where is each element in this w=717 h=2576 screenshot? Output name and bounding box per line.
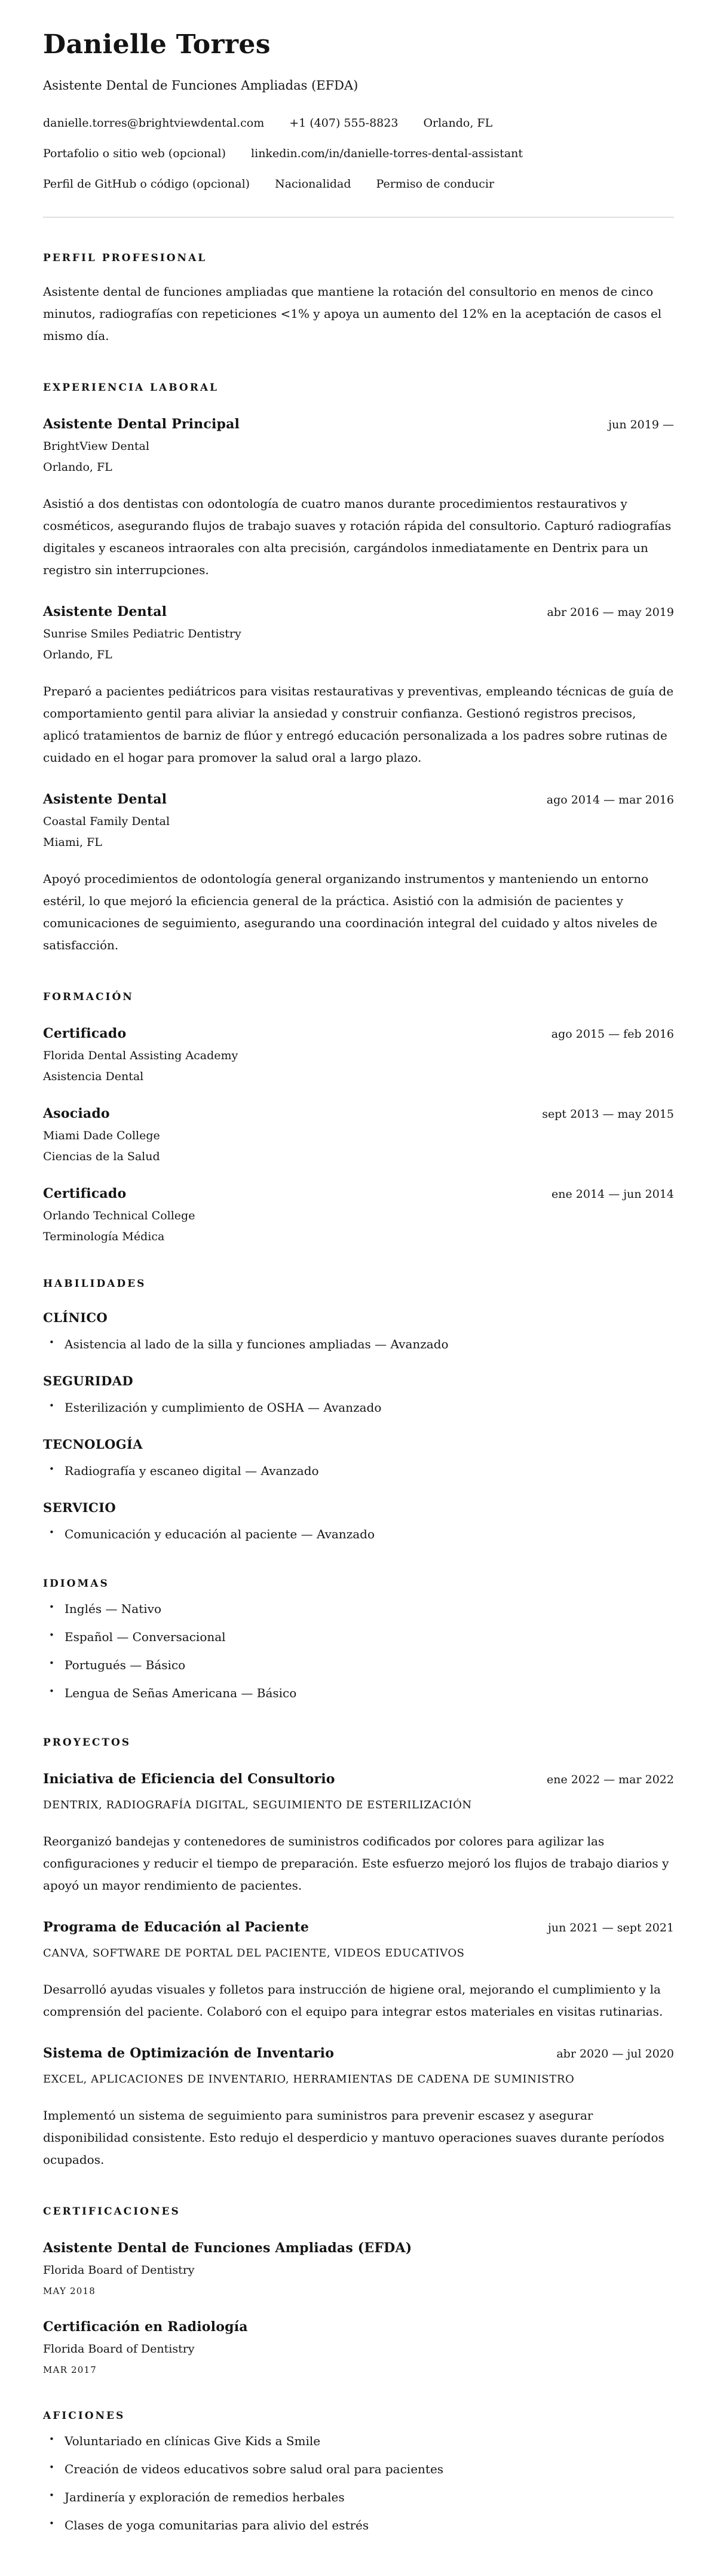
skill-group-title: SEGURIDAD	[43, 1373, 134, 1388]
hobby-list	[43, 2432, 674, 2534]
cert-title: Asistente Dental de Funciones Ampliadas (EFDA)	[43, 2240, 412, 2256]
job-entry	[43, 604, 674, 769]
education-entry-header	[43, 1026, 674, 1041]
language-item: • Portugués — Básico	[43, 1656, 674, 1674]
license-placeholder-text: Permiso de conducir	[376, 177, 495, 191]
profile-heading: PERFIL PROFESIONAL	[43, 252, 207, 264]
hobby-item: • Voluntariado en clínicas Give Kids a Smile	[43, 2432, 674, 2450]
cert-date: MAR 2017	[43, 2364, 97, 2375]
project-entry	[43, 1919, 674, 2023]
project-description: Reorganizó bandejas y contenedores de suministros codificados por colores para agilizar las configuraciones y reducir el tiempo de preparación. Este esfuerzo mejoró los flujos de trabajo diarios y apoyó un mayor rendimiento de pacientes.	[43, 1833, 669, 1893]
section-hobbies	[43, 2410, 674, 2534]
job-dates: ago 2014 — mar 2016	[546, 793, 674, 806]
degree-title: Certificado	[43, 1185, 127, 1201]
cert-issuer: Florida Board of Dentistry	[43, 2342, 195, 2356]
job-location: Miami, FL	[43, 835, 102, 849]
hobby-item: • Creación de videos educativos sobre salud oral para pacientes	[43, 2460, 674, 2478]
job-dates: abr 2016 — may 2019	[547, 605, 674, 619]
education-entry-header	[43, 1106, 674, 1121]
job-entry-header	[43, 604, 674, 620]
contact-row-primary	[43, 116, 674, 130]
section-certifications	[43, 2206, 674, 2375]
projects-heading: PROYECTOS	[43, 1736, 131, 1749]
school-name: Florida Dental Assisting Academy	[43, 1048, 238, 1062]
resume-header	[43, 30, 674, 217]
job-entry-header	[43, 792, 674, 807]
skill-item: • Asistencia al lado de la silla y funciones ampliadas — Avanzado	[43, 1335, 674, 1353]
education-entry	[43, 1186, 674, 1243]
project-dates: abr 2020 — jul 2020	[556, 2047, 674, 2060]
location-text: Orlando, FL	[423, 116, 493, 130]
section-projects	[43, 1737, 674, 2171]
job-title: Asistente Dental	[43, 603, 167, 620]
education-entry	[43, 1026, 674, 1083]
project-entry-header	[43, 2046, 674, 2061]
job-company: BrightView Dental	[43, 439, 149, 453]
education-entry	[43, 1106, 674, 1163]
hobbies-heading: AFICIONES	[43, 2409, 125, 2422]
skill-list	[43, 1525, 674, 1543]
project-entry-header	[43, 1919, 674, 1935]
hobby-item: • Clases de yoga comunitarias para alivio del estrés	[43, 2516, 674, 2534]
project-description: Desarrolló ayudas visuales y folletos para instrucción de higiene oral, mejorando el cumplimiento y la comprensión del paciente. Colaboró con el equipo para integrar estos materiales en visitas rutinarias.	[43, 1982, 663, 2019]
project-title: Sistema de Optimización de Inventario	[43, 2045, 335, 2061]
nationality-placeholder-text: Nacionalidad	[275, 177, 351, 191]
skill-list	[43, 1399, 674, 1416]
project-title: Programa de Educación al Paciente	[43, 1919, 310, 1935]
skill-group-title: TECNOLOGÍA	[43, 1436, 143, 1452]
certification-entry	[43, 2240, 674, 2296]
languages-heading: IDIOMAS	[43, 1577, 109, 1590]
school-name: Orlando Technical College	[43, 1209, 195, 1222]
language-item: • Español — Conversacional	[43, 1628, 674, 1646]
skill-list	[43, 1335, 674, 1353]
field-of-study: Terminología Médica	[43, 1229, 165, 1243]
cert-date: MAY 2018	[43, 2285, 96, 2296]
section-skills	[43, 1278, 674, 1543]
language-item: • Inglés — Nativo	[43, 1600, 674, 1618]
skill-group-title: CLÍNICO	[43, 1310, 108, 1325]
field-of-study: Asistencia Dental	[43, 1069, 144, 1083]
section-languages	[43, 1578, 674, 1702]
contact-row-extra	[43, 177, 674, 191]
job-title: Asistente Dental Principal	[43, 416, 240, 432]
job-company: Coastal Family Dental	[43, 814, 170, 828]
profile-summary: Asistente dental de funciones ampliadas que mantiene la rotación del consultorio en menos de cinco minutos, radiografías con repeticiones <1% y apoya un aumento del 12% en la aceptación de casos el mismo día.	[43, 284, 662, 343]
education-dates: ago 2015 — feb 2016	[551, 1027, 674, 1041]
job-description: Apoyó procedimientos de odontología general organizando instrumentos y manteniendo un entorno estéril, lo que mejoró la eficiencia general de la práctica. Asistió con la admisión de pacientes y comunicaciones de seguimiento, asegurando una coordinación integral del cuidado y altos niveles de satisfacción.	[43, 871, 658, 952]
project-dates: jun 2021 — sept 2021	[547, 1921, 674, 1934]
job-entry-header	[43, 416, 674, 432]
linkedin-text: linkedin.com/in/danielle-torres-dental-assistant	[251, 146, 523, 160]
section-experience	[43, 382, 674, 956]
education-dates: ene 2014 — jun 2014	[551, 1187, 674, 1201]
experience-heading: EXPERIENCIA LABORAL	[43, 381, 219, 394]
project-tools: CANVA, SOFTWARE DE PORTAL DEL PACIENTE, VIDEOS EDUCATIVOS	[43, 1946, 465, 1959]
skill-item: • Radiografía y escaneo digital — Avanzado	[43, 1462, 674, 1480]
degree-title: Certificado	[43, 1025, 127, 1041]
job-dates: jun 2019 —	[608, 418, 674, 431]
degree-title: Asociado	[43, 1105, 110, 1121]
job-title: Asistente Dental	[43, 791, 167, 807]
certification-entry	[43, 2319, 674, 2375]
project-dates: ene 2022 — mar 2022	[546, 1772, 674, 1786]
person-job-title: Asistente Dental de Funciones Ampliadas (EFDA)	[43, 78, 358, 93]
project-entry	[43, 2046, 674, 2171]
skills-heading: HABILIDADES	[43, 1277, 146, 1290]
cert-title: Certificación en Radiología	[43, 2319, 248, 2335]
field-of-study: Ciencias de la Salud	[43, 1149, 160, 1163]
job-description: Asistió a dos dentistas con odontología de cuatro manos durante procedimientos restaurativos y cosméticos, asegurando flujos de trabajo suaves y rotación rápida del consultorio. Capturó radiografías digitales y escaneos intraorales con alta precisión, cargándolos inmediatamente en Dentrix para un registro sin interrupciones.	[43, 496, 672, 577]
person-name: Danielle Torres	[43, 29, 271, 60]
school-name: Miami Dade College	[43, 1128, 160, 1142]
language-list	[43, 1600, 674, 1702]
project-description: Implementó un sistema de seguimiento para suministros para prevenir escasez y asegurar disponibilidad consistente. Esto redujo el desperdicio y mantuvo operaciones suaves durante períodos ocupados.	[43, 2108, 664, 2167]
skill-item: • Esterilización y cumplimiento de OSHA — Avanzado	[43, 1399, 674, 1416]
portfolio-placeholder-text: Portafolio o sitio web (opcional)	[43, 146, 226, 160]
hobby-item: • Jardinería y exploración de remedios herbales	[43, 2488, 674, 2506]
phone-text: +1 (407) 555-8823	[289, 116, 399, 130]
education-entry-header	[43, 1186, 674, 1201]
job-company: Sunrise Smiles Pediatric Dentistry	[43, 627, 241, 640]
project-entry	[43, 1771, 674, 1897]
job-location: Orlando, FL	[43, 648, 112, 661]
project-entry-header	[43, 1771, 674, 1787]
section-profile	[43, 252, 674, 347]
education-heading: FORMACIÓN	[43, 990, 134, 1003]
project-tools: DENTRIX, RADIOGRAFÍA DIGITAL, SEGUIMIENTO DE ESTERILIZACIÓN	[43, 1798, 472, 1811]
job-description: Preparó a pacientes pediátricos para visitas restaurativas y preventivas, empleando técnicas de guía de comportamiento gentil para aliviar la ansiedad y construir confianza. Gestionó registros precisos, aplicó tratamientos de barniz de flúor y entregó educación personalizada a los padres sobre rutinas de cuidado en el hogar para promover la salud oral a largo plazo.	[43, 683, 674, 765]
job-location: Orlando, FL	[43, 460, 112, 474]
job-entry	[43, 792, 674, 956]
education-dates: sept 2013 — may 2015	[542, 1107, 674, 1121]
skill-list	[43, 1462, 674, 1480]
email-text: danielle.torres@brightviewdental.com	[43, 116, 265, 130]
language-item: • Lengua de Señas Americana — Básico	[43, 1684, 674, 1702]
cert-issuer: Florida Board of Dentistry	[43, 2263, 195, 2277]
project-tools: EXCEL, APLICACIONES DE INVENTARIO, HERRAMIENTAS DE CADENA DE SUMINISTRO	[43, 2072, 575, 2086]
skill-group-title: SERVICIO	[43, 1499, 117, 1515]
github-placeholder-text: Perfil de GitHub o código (opcional)	[43, 177, 250, 191]
skill-item: • Comunicación y educación al paciente — Avanzado	[43, 1525, 674, 1543]
project-title: Iniciativa de Eficiencia del Consultorio	[43, 1771, 335, 1787]
certifications-heading: CERTIFICACIONES	[43, 2205, 180, 2218]
section-education	[43, 991, 674, 1243]
contact-row-links	[43, 147, 674, 160]
job-entry	[43, 416, 674, 581]
